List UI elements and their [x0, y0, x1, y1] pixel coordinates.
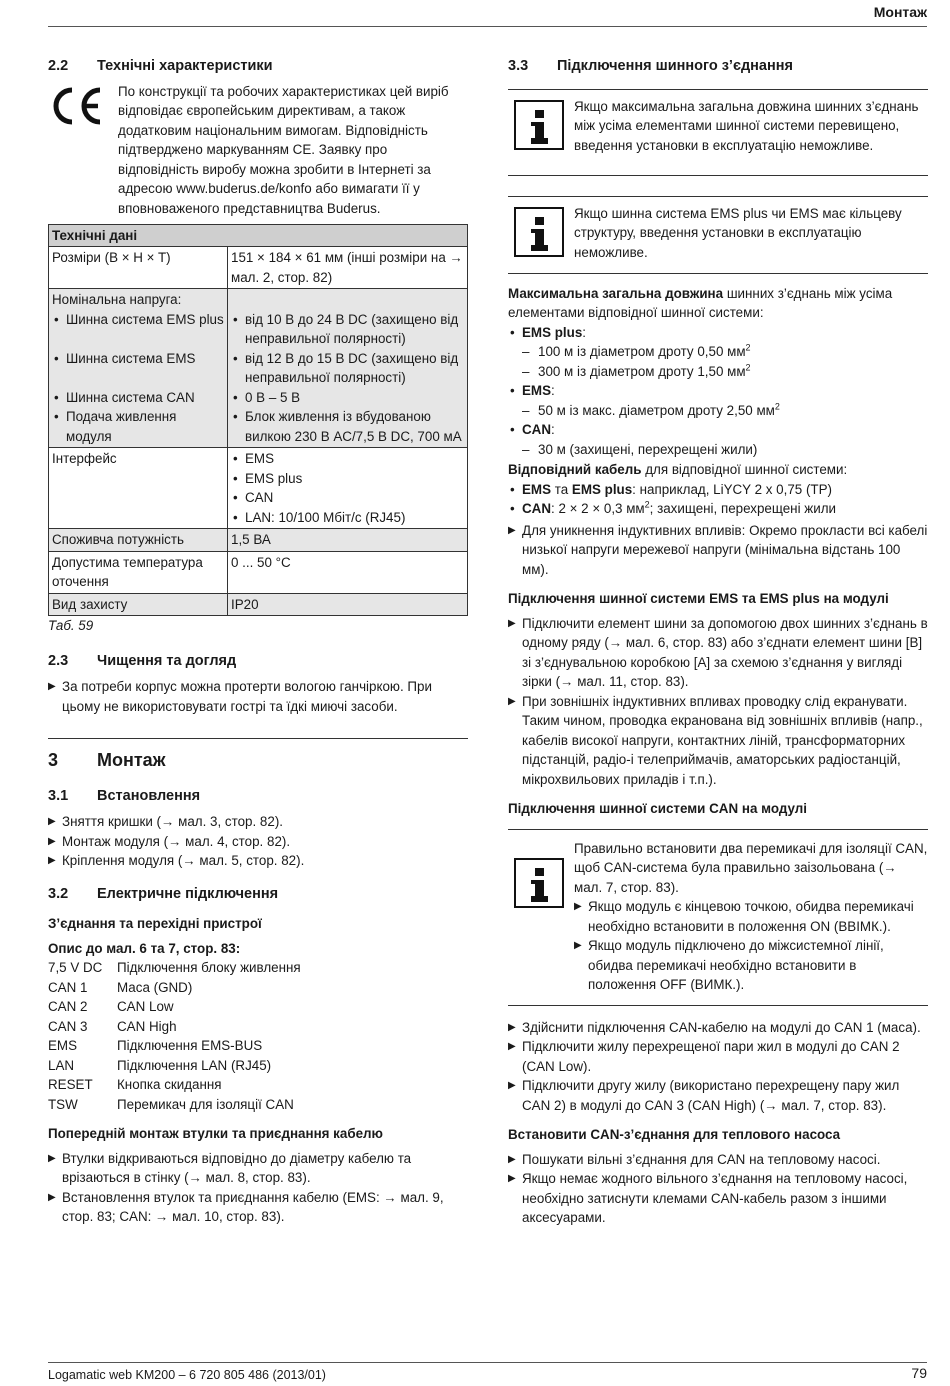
info-icon	[514, 207, 564, 257]
interface-item: • CAN	[231, 488, 464, 508]
bus-limit: – 300 м із діаметром дроту 1,50 $мм^2$	[508, 362, 928, 382]
right-column	[508, 57, 928, 1228]
legend-key: 7,5 V DC	[48, 960, 103, 975]
section-3-3-heading: 3.3 Підключення шинного з’єднання	[508, 58, 793, 74]
legend-value: Підключення блоку живлення	[117, 960, 301, 975]
table-cell: Інтерфейс	[49, 448, 228, 529]
premount-subheading: Попередній монтаж втулки та приєднання кабелю	[48, 1126, 383, 1141]
can-step: ▶ Підключити жилу перехрещеної пари жил в модулі до CAN 2 (CAN Low).	[508, 1037, 928, 1076]
legend-key: CAN 3	[48, 1018, 88, 1034]
connections-subheading: З’єднання та перехідні пристрої	[48, 916, 262, 931]
footer-rule	[48, 1362, 927, 1363]
legend-key: LAN	[48, 1057, 75, 1073]
voltage-item: • Шинна система EMS plus	[52, 310, 224, 349]
header-rule	[48, 26, 927, 27]
install-step: ▶ Кріплення модуля (→ мал. 5, стор. 82).	[48, 851, 468, 871]
heatpump-subheading: Встановити CAN-з’єднання для теплового насоса	[508, 1127, 841, 1142]
table-caption: Таб. 59	[48, 618, 94, 633]
interface-item: • EMS plus	[231, 469, 464, 489]
bus-limit: – 100 м із діаметром дроту 0,50 $мм^2$	[508, 342, 928, 362]
section-2-2-heading: 2.2 Технічні характеристики	[48, 58, 273, 74]
voltage-value: • від 12 В до 15 В DC (захищено від неправильної полярності)	[231, 349, 464, 388]
bus-item: • EMS:	[508, 381, 928, 401]
table-cell	[228, 289, 468, 448]
terminal-legend	[48, 958, 468, 1114]
cable-item: • EMS та EMS plus: наприклад, LiYCY 2 x 0,75 (TP)	[508, 480, 928, 500]
legend-subheading: Опис до мал. 6 та 7, стор. 83:	[48, 940, 241, 956]
voltage-value: • Блок живлення із вбудованою вилкою 230 В AC/7,5 В DC, 700 мА	[231, 407, 464, 446]
info-text: Якщо максимальна загальна довжина шинних з’єднань між усіма елементами шинної системи перевищено, введення установки в експлуатацію неможливе.	[574, 98, 919, 153]
table-cell	[49, 289, 228, 448]
heatpump-step: ▶ Якщо немає жодного вільного з’єднання на тепловому насосі, необхідно затиснути клемами CAN-кабель разом з іншими аксесуарами.	[508, 1169, 928, 1228]
ce-mark-icon	[48, 82, 110, 130]
info-icon	[514, 100, 564, 150]
table-cell: IP20	[228, 593, 468, 616]
tech-data-table	[48, 224, 468, 617]
install-step: ▶ Монтаж модуля (→ мал. 4, стор. 82).	[48, 832, 468, 852]
voltage-item: • Шинна система EMS	[52, 349, 224, 388]
legend-value: Підключення LAN (RJ45)	[117, 1057, 272, 1073]
ems-step: ▶ Підключити елемент шини за допомогою двох шинних з’єднань в одному ряду (→ мал. 6, стор. 83) або з’єднати елемент шини [B] зі з’єднувальною коробкою [A] за схемою з’єднання у вигляді зірки (→ мал. 11, стор. 83).	[508, 614, 928, 692]
table-cell: Розміри (B × H × T)	[49, 247, 228, 289]
legend-value: Перемикач для ізоляції CAN	[117, 1096, 294, 1112]
legend-key: CAN 1	[48, 979, 88, 995]
cleaning-instruction: ▶ За потреби корпус можна протерти вологою ганчіркою. При цьому не використовувати гострі та їдкі миючі засоби.	[48, 677, 468, 716]
info-text: Якщо шинна система EMS plus чи EMS має кільцеву структуру, введення установки в експлуатацію неможливе.	[574, 205, 902, 260]
section-3-1-heading: 3.1 Встановлення	[48, 787, 201, 804]
bus-item: • EMS plus:	[508, 323, 928, 343]
table-header: Технічні дані	[49, 224, 468, 247]
legend-value: Кнопка скидання	[117, 1077, 222, 1092]
legend-value: CAN High	[117, 1018, 177, 1034]
info-box	[508, 196, 928, 274]
cable-item: • CAN: 2 × 2 × 0,3 $мм^2$; захищені, перехрещені жили	[508, 499, 928, 519]
table-cell: Вид захисту	[49, 593, 228, 616]
running-header: Монтаж	[873, 4, 927, 20]
can-step: ▶ Підключити другу жилу (використано перехрещену пару жил CAN 2) в модулі до CAN 3 (CAN High) (→ мал. 7, стор. 83).	[508, 1076, 928, 1115]
voltage-value: • 0 В – 5 В	[231, 388, 464, 408]
voltage-label: Номінальна напруга:	[52, 292, 182, 307]
info-icon	[514, 858, 564, 908]
bus-limit: – 50 м із макс. діаметром дроту 2,50 $мм^2$	[508, 401, 928, 421]
chapter-3-heading: 3 Монтаж	[48, 750, 166, 770]
ce-block	[48, 82, 468, 214]
ems-subheading: Підключення шинної системи EMS та EMS plus на модулі	[508, 591, 889, 606]
voltage-item: • Подача живлення модуля	[52, 407, 224, 446]
ems-step: ▶ При зовнішніх індуктивних впливах проводку слід екранувати. Таким чином, проводка екранована від зовнішніх впливів (напр., кабелів високої напруги, контактних ліній, трансформаторних підстанцій, радіо-і телеприймачів, аматорських радіостанцій, мікрохвильових приладів і т.п.).	[508, 692, 928, 790]
ce-intro-text: По конструкції та робочих характеристиках цей виріб відповідає європейським директивам, а також додатковим національним вимогам. Відповідність підтверджено маркуванням CE. Заявку про відповідність виробу можна зробити в Інтернеті за адресою www.buderus.de/konfo або вимагати її у вповноваженого представництва Buderus.	[118, 83, 449, 216]
bus-limit: – 30 м (захищені, перехрещені жили)	[508, 440, 928, 460]
section-2-3-heading: 2.3 Чищення та догляд	[48, 652, 237, 669]
interface-item: • LAN: 10/100 Мбіт/с (RJ45)	[231, 508, 464, 528]
legend-key: RESET	[48, 1077, 93, 1092]
max-length-intro: Максимальна загальна довжина шинних з’єднань між усіма елементами відповідної шинної системи:	[508, 285, 893, 320]
left-column	[48, 57, 468, 1227]
info-box	[508, 89, 928, 176]
table-cell: Допустима температура оточення	[49, 551, 228, 593]
can-subheading: Підключення шинної системи CAN на модулі	[508, 801, 808, 816]
legend-value: Підключення EMS-BUS	[117, 1038, 263, 1053]
section-3-2-heading: 3.2 Електричне підключення	[48, 885, 279, 902]
install-step: ▶ Зняття кришки (→ мал. 3, стор. 82).	[48, 812, 468, 832]
legend-value: Маса (GND)	[117, 979, 193, 995]
info-text: Правильно встановити два перемикачі для ізоляції CAN, щоб CAN-система була правильно заізольована (→ мал. 7, стор. 83).	[574, 840, 928, 895]
interface-item: • EMS	[231, 449, 464, 469]
table-cell: 1,5 ВА	[228, 529, 468, 552]
inductive-note: ▶ Для уникнення індуктивних впливів: Окремо прокласти всі кабелі низької напруги мережевої напруги (мінімальна відстань 100 мм).	[508, 521, 928, 580]
switch-setting: ▶ Якщо модуль є кінцевою точкою, обидва перемикачі необхідно встановити в положення ON (ВВІМК.).	[574, 897, 928, 936]
premount-step: ▶ Втулки відкриваються відповідно до діаметру кабелю та врізаються в стінку (→ мал. 8, стор. 83).	[48, 1149, 468, 1188]
chapter-rule	[48, 738, 468, 739]
info-box	[508, 829, 928, 1006]
table-cell: 151 × 184 × 61 мм (інші розміри на → мал. 2, стор. 82)	[228, 247, 468, 289]
table-cell: Споживча потужність	[49, 529, 228, 552]
table-cell	[228, 448, 468, 529]
premount-step: ▶ Встановлення втулок та приєднання кабелю (EMS: → мал. 9, стор. 83; CAN: → мал. 10, стор. 83).	[48, 1188, 468, 1227]
heatpump-step: ▶ Пошукати вільні з’єднання для CAN на тепловому насосі.	[508, 1150, 928, 1170]
can-step: ▶ Здійснити підключення CAN-кабелю на модулі до CAN 1 (маса).	[508, 1018, 928, 1038]
bus-item: • CAN:	[508, 420, 928, 440]
voltage-value: • від 10 В до 24 В DC (захищено від неправильної полярності)	[231, 310, 464, 349]
footer-doc-id: Logamatic web KM200 – 6 720 805 486 (2013/01)	[48, 1368, 326, 1382]
cable-intro: Відповідний кабель для відповідної шинної системи:	[508, 462, 848, 477]
page-number: 79	[911, 1365, 927, 1381]
voltage-item: • Шинна система CAN	[52, 388, 224, 408]
legend-value: CAN Low	[117, 999, 174, 1014]
legend-key: EMS	[48, 1038, 78, 1053]
table-cell: 0 ... 50 °C	[228, 551, 468, 593]
legend-key: CAN 2	[48, 999, 88, 1014]
legend-key: TSW	[48, 1096, 78, 1112]
switch-setting: ▶ Якщо модуль підключено до міжсистемної лінії, обидва перемикачі необхідно встановити в положення OFF (ВИМК.).	[574, 936, 928, 995]
